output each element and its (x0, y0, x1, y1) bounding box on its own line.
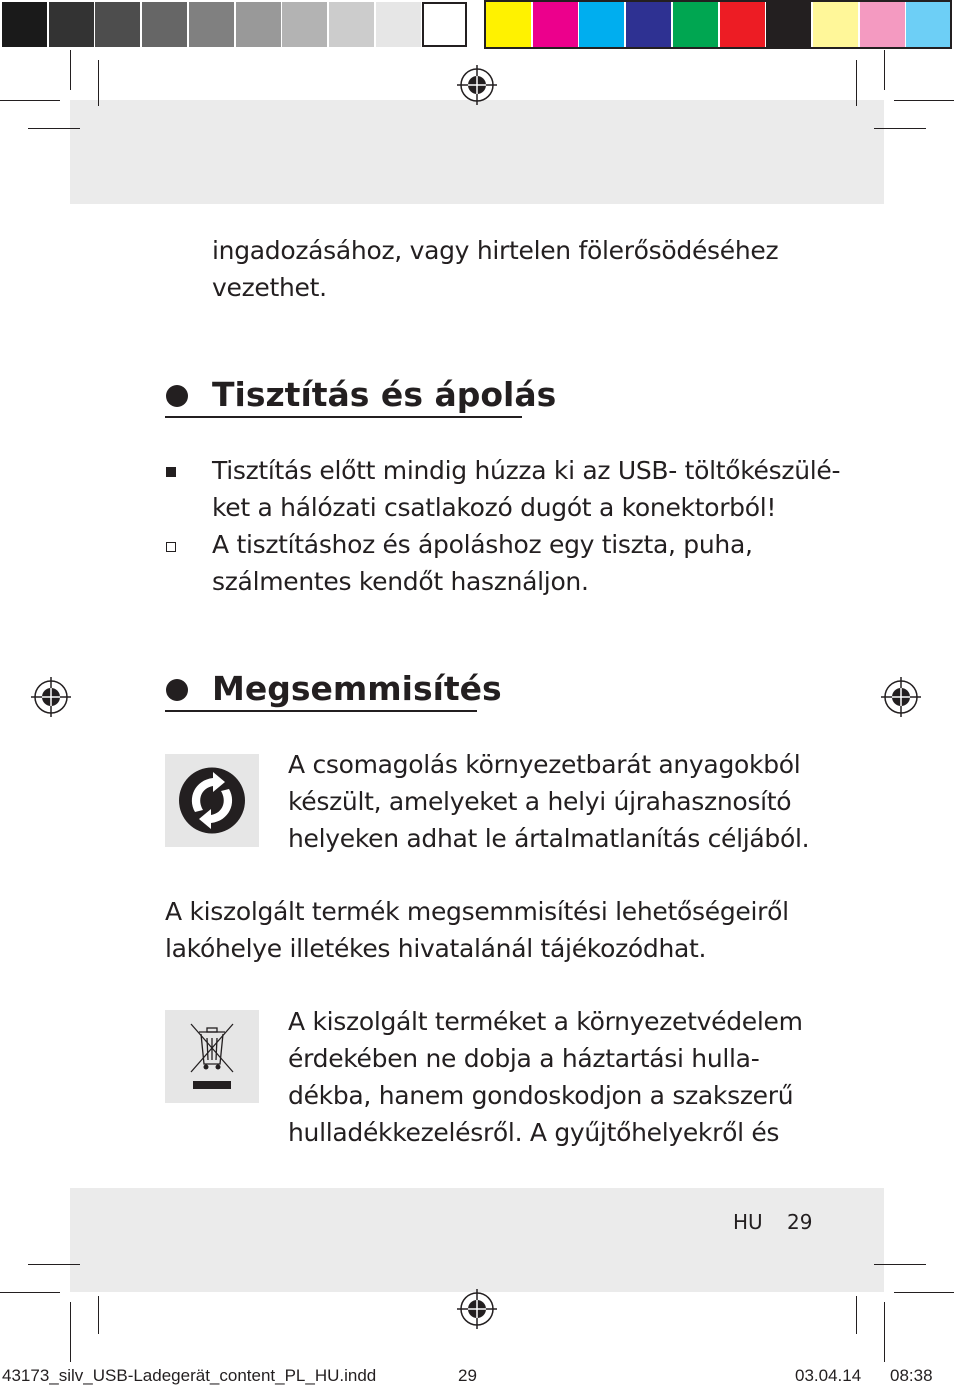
gray-swatch (376, 2, 421, 47)
footer-page-number: 29 (787, 1210, 813, 1234)
color-swatch (579, 2, 624, 47)
slug-page: 29 (458, 1366, 477, 1385)
slug-time: 08:38 (890, 1366, 933, 1385)
cleaning-item-2-line-2: szálmentes kendőt használjon. (212, 567, 589, 596)
gray-swatch (236, 2, 281, 47)
packaging-line-3: helyeken adhat le ártalmatlanítás céljából. (288, 824, 810, 853)
gray-swatch (95, 2, 140, 47)
info-line-2: lakóhelye illetékes hivatalánál tájékozódhat. (165, 934, 707, 963)
section-bullet-icon (166, 385, 188, 407)
color-swatch (626, 2, 671, 47)
footer-band (70, 1188, 884, 1292)
weee-line-1: A kiszolgált terméket a környezetvédelem (288, 1007, 803, 1036)
gray-swatch (282, 2, 327, 47)
cleaning-item-1-line-1: Tisztítás előtt mindig húzza ki az USB- töltőkészülé- (212, 456, 841, 485)
color-swatch (813, 2, 858, 47)
footer-language: HU (733, 1210, 763, 1234)
slug-filename: 43173_silv_USB-Ladegerät_content_PL_HU.indd (2, 1366, 377, 1385)
header-band (70, 100, 884, 204)
gray-swatch (142, 2, 187, 47)
color-swatch (673, 2, 718, 47)
green-dot-recycling-icon (165, 754, 259, 847)
color-swatch (860, 2, 905, 47)
filled-square-bullet-icon (166, 467, 176, 477)
cleaning-item-2-line-1: A tisztításhoz és ápoláshoz egy tiszta, puha, (212, 530, 753, 559)
color-swatch (486, 2, 531, 47)
intro-line-1: ingadozásához, vagy hirtelen fölerősödéséhez (212, 236, 779, 265)
registration-mark-icon (457, 1289, 497, 1329)
weee-line-3: dékba, hanem gondoskodjon a szakszerű (288, 1081, 794, 1110)
gray-swatch (422, 2, 467, 47)
info-line-1: A kiszolgált termék megsemmisítési lehetőségeiről (165, 897, 789, 926)
color-swatch (906, 2, 951, 47)
gray-swatch (329, 2, 374, 47)
open-square-bullet-icon (166, 542, 176, 552)
heading-underline (165, 416, 522, 418)
gray-swatch (49, 2, 94, 47)
registration-mark-icon (31, 677, 71, 717)
color-swatch (766, 2, 811, 47)
registration-mark-icon (457, 65, 497, 105)
gray-swatch (2, 2, 47, 47)
crossed-out-bin-icon (165, 1010, 259, 1103)
packaging-line-1: A csomagolás környezetbarát anyagokból (288, 750, 801, 779)
slug-date: 03.04.14 (795, 1366, 862, 1385)
color-swatch (720, 2, 765, 47)
intro-line-2: vezethet. (212, 273, 327, 302)
registration-mark-icon (881, 677, 921, 717)
heading-underline (165, 710, 477, 712)
section-title-disposal: Megsemmisítés (212, 669, 502, 708)
color-bar (0, 0, 954, 50)
cleaning-item-1-line-2: ket a hálózati csatlakozó dugót a konektorból! (212, 493, 777, 522)
color-swatch (533, 2, 578, 47)
packaging-line-2: készült, amelyeket a helyi újrahasznosító (288, 787, 792, 816)
weee-line-2: érdekében ne dobja a háztartási hulla- (288, 1044, 760, 1073)
section-bullet-icon (166, 679, 188, 701)
section-title-cleaning: Tisztítás és ápolás (212, 375, 557, 414)
weee-line-4: hulladékkezelésről. A gyűjtőhelyekről és (288, 1118, 780, 1147)
gray-swatch (189, 2, 234, 47)
